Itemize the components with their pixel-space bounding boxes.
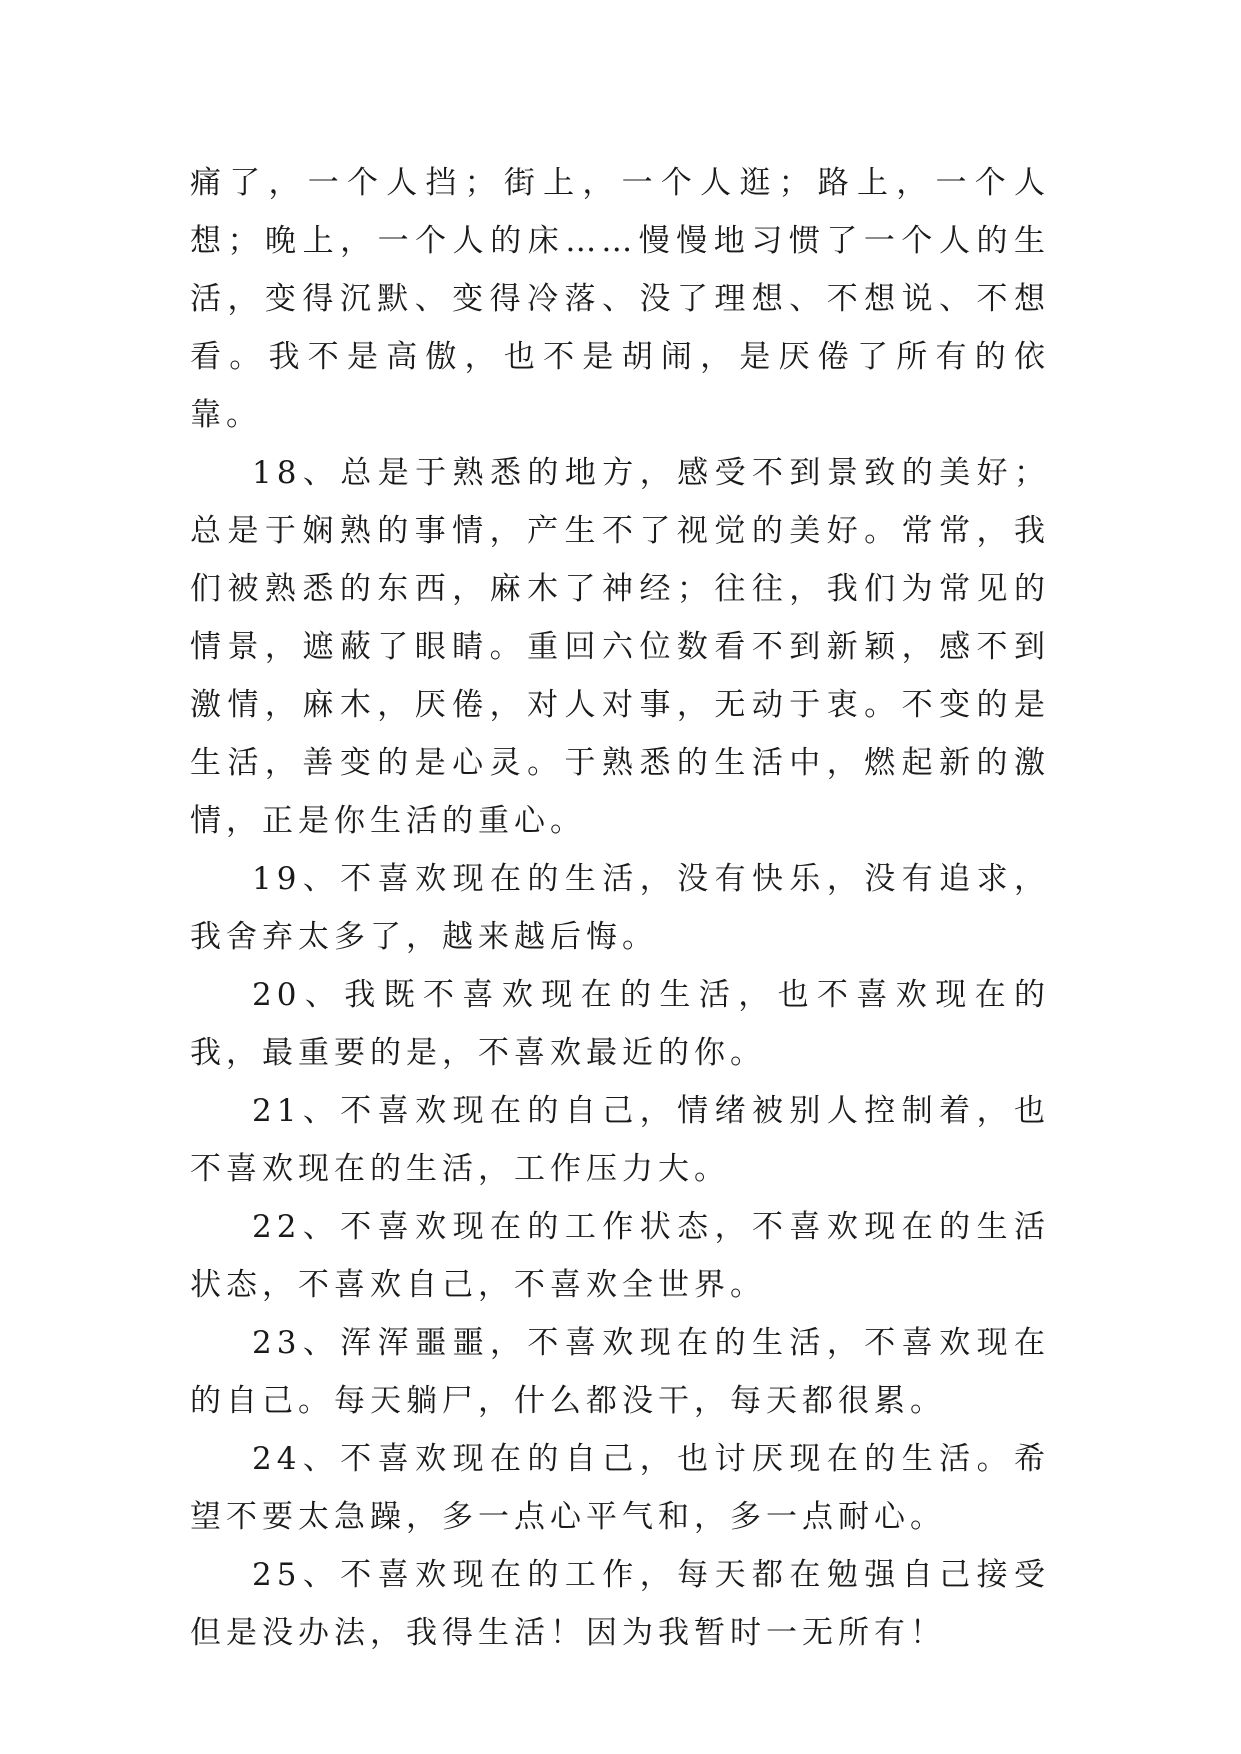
paragraph-item-19: 19、不喜欢现在的生活，没有快乐，没有追求，我舍弃太多了，越来越后悔。 [190, 861, 1050, 955]
paragraph-item-18: 18、总是于熟悉的地方，感受不到景致的美好；总是于娴熟的事情，产生不了视觉的美好。常常，我们被熟悉的东西，麻木了神经；往往，我们为常见的情景，遮蔽了眼睛。重回六位数看不到新颖，感不到激情，麻木，厌倦，对人对事，无动于衷。不变的是生活，善变的是心灵。于熟悉的生活中，燃起新的激情，正是你生活的重心。 [190, 455, 1050, 839]
document-body [190, 154, 1050, 1662]
paragraph-item-23: 23、浑浑噩噩，不喜欢现在的生活，不喜欢现在的自己。每天躺尸，什么都没干，每天都很累。 [190, 1325, 1050, 1419]
paragraph-continuation: 痛了，一个人挡；街上，一个人逛；路上，一个人想；晚上，一个人的床……慢慢地习惯了一个人的生活，变得沉默、变得冷落、没了理想、不想说、不想看。我不是高傲，也不是胡闹，是厌倦了所有的依靠。 [190, 165, 1050, 433]
paragraph-item-25: 25、不喜欢现在的工作，每天都在勉强自己接受但是没办法，我得生活！因为我暂时一无所有！ [190, 1557, 1050, 1651]
paragraph-item-24: 24、不喜欢现在的自己，也讨厌现在的生活。希望不要太急躁，多一点心平气和，多一点耐心。 [190, 1441, 1050, 1535]
paragraph-item-21: 21、不喜欢现在的自己，情绪被别人控制着，也不喜欢现在的生活，工作压力大。 [190, 1093, 1050, 1187]
paragraph-item-20: 20、我既不喜欢现在的生活，也不喜欢现在的我，最重要的是，不喜欢最近的你。 [190, 977, 1050, 1071]
paragraph-item-22: 22、不喜欢现在的工作状态，不喜欢现在的生活状态，不喜欢自己，不喜欢全世界。 [190, 1209, 1050, 1303]
